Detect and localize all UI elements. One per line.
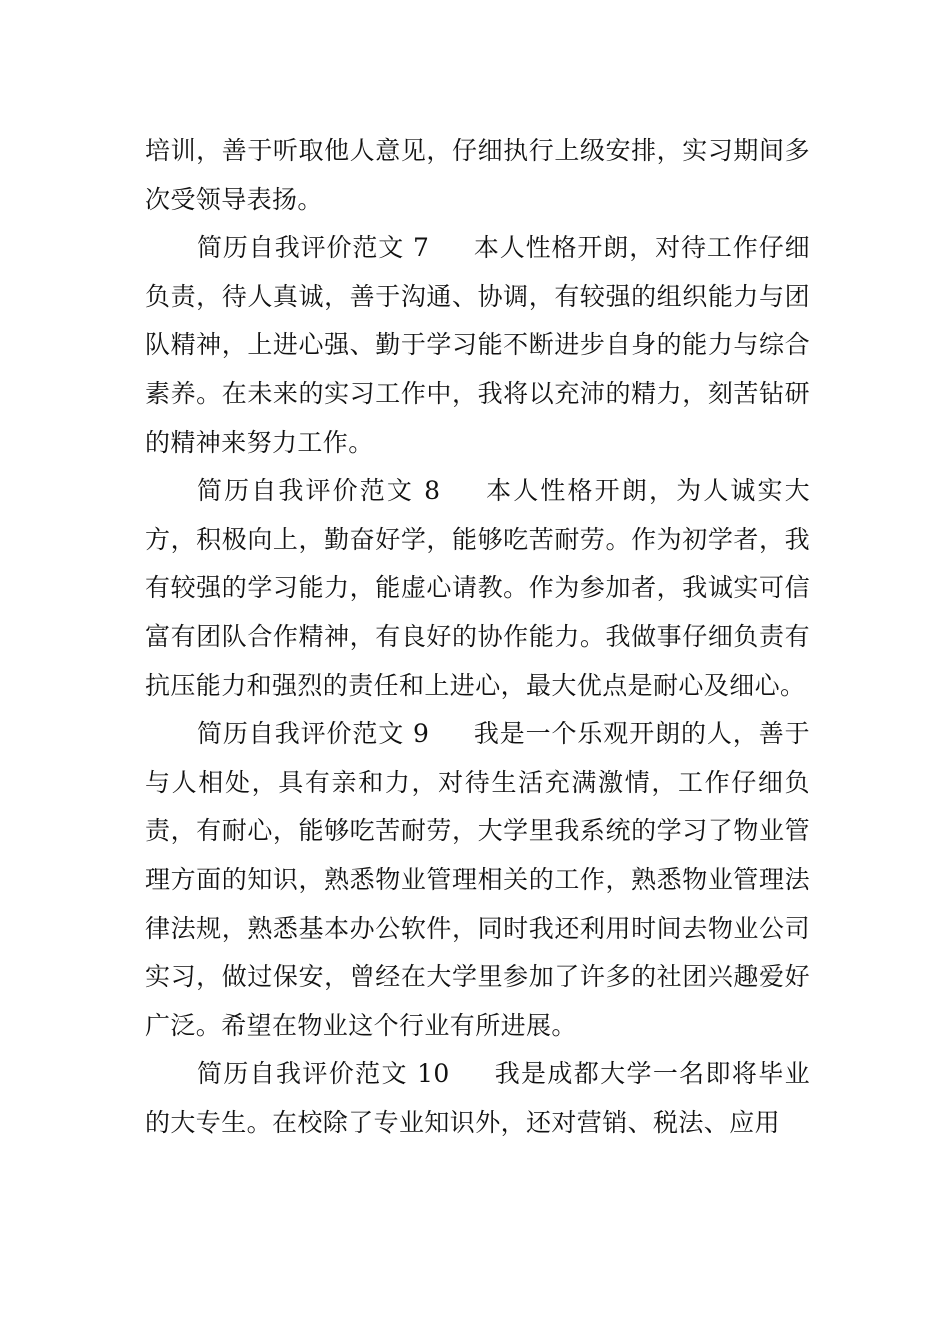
paragraph-heading: 简历自我评价范文 9: [197, 719, 430, 749]
paragraph-text: 培训，善于听取他人意见，仔细执行上级安排，实习期间多次受领导表扬。: [145, 136, 810, 214]
document-body: [145, 127, 810, 1147]
paragraph-sample-7: [145, 224, 810, 467]
paragraph-sample-8: [145, 467, 810, 710]
paragraph-heading: 简历自我评价范文 8: [197, 476, 441, 506]
paragraph-heading: 简历自我评价范文 7: [197, 233, 430, 263]
paragraph-continuation: [145, 127, 810, 224]
paragraph-sample-9: [145, 710, 810, 1050]
paragraph-text: 本人性格开朗，为人诚实大方，积极向上，勤奋好学，能够吃苦耐劳。作为初学者，我有较强的学习能力，能虚心请教。作为参加者，我诚实可信富有团队合作精神，有良好的协作能力。我做事仔细负责有抗压能力和强烈的责任和上进心，最大优点是耐心及细心。: [145, 476, 810, 700]
paragraph-heading: 简历自我评价范文 10: [197, 1059, 450, 1089]
paragraph-text: 我是成都大学一名即将毕业的大专生。在校除了专业知识外，还对营销、税法、应用: [145, 1059, 810, 1137]
paragraph-sample-10: [145, 1050, 810, 1147]
paragraph-text: 本人性格开朗，对待工作仔细负责，待人真诚，善于沟通、协调，有较强的组织能力与团队精神，上进心强、勤于学习能不断进步自身的能力与综合素养。在未来的实习工作中，我将以充沛的精力，刻苦钻研的精神来努力工作。: [145, 233, 810, 457]
paragraph-text: 我是一个乐观开朗的人，善于与人相处，具有亲和力，对待生活充满激情，工作仔细负责，有耐心，能够吃苦耐劳，大学里我系统的学习了物业管理方面的知识，熟悉物业管理相关的工作，熟悉物业管理法律法规，熟悉基本办公软件，同时我还利用时间去物业公司实习，做过保安，曾经在大学里参加了许多的社团兴趣爱好广泛。希望在物业这个行业有所进展。: [145, 719, 810, 1040]
